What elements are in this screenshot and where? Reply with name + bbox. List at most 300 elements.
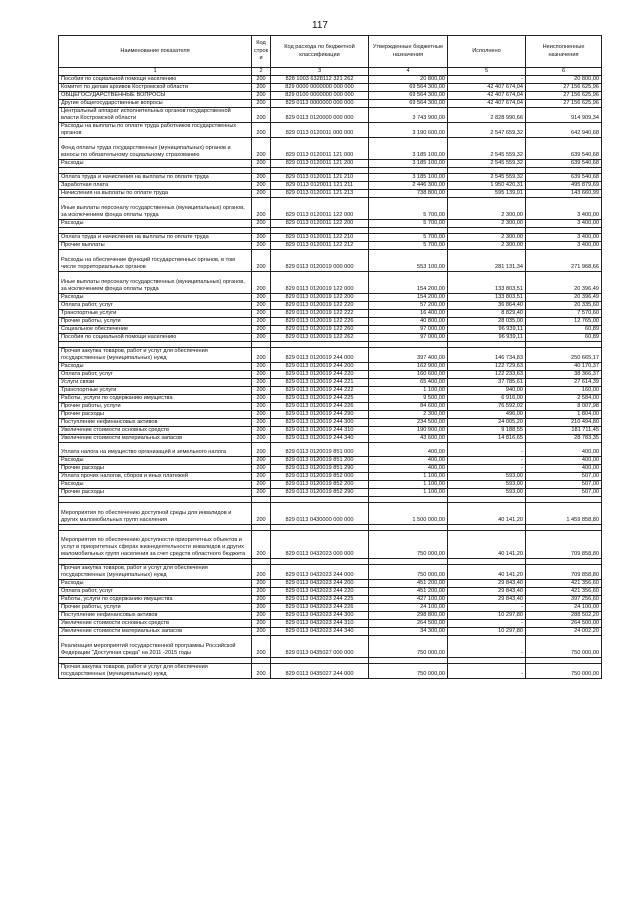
row-budget-code-cell: 829 0113 0120019 244 290: [271, 411, 369, 419]
row-line-code-cell: 200: [252, 387, 271, 395]
row-budget-code-cell: 828 1003 6328112 321 262: [271, 76, 369, 84]
row-executed-cell: 14 816,65: [448, 435, 526, 443]
row-executed-cell: -: [448, 664, 526, 679]
row-approved-cell: 298 800,00: [369, 612, 448, 620]
table-row: [59, 443, 602, 457]
row-name-cell: Социальное обеспечение: [59, 326, 252, 334]
row-budget-code-cell: 829 0113 0432023 244 300: [271, 612, 369, 620]
row-executed-cell: 593,00: [448, 481, 526, 489]
table-row: [59, 596, 602, 604]
row-unexecuted-cell: 160,00: [526, 387, 602, 395]
row-unexecuted-cell: 40 170,37: [526, 363, 602, 371]
table-row: [59, 419, 602, 427]
row-unexecuted-cell: 12 765,00: [526, 318, 602, 326]
header-name: Наименование показателя: [59, 36, 252, 68]
table-row: [59, 76, 602, 84]
row-name-cell: Прочие работы, услуги: [59, 403, 252, 411]
row-line-code-cell: 200: [252, 403, 271, 411]
row-budget-code-cell: 829 0113 0432023 244 200: [271, 580, 369, 588]
row-executed-cell: 76 592,02: [448, 403, 526, 411]
row-name-cell: Расходы: [59, 481, 252, 489]
row-executed-cell: 940,00: [448, 387, 526, 395]
row-executed-cell: 2 300,00: [448, 242, 526, 250]
row-line-code-cell: 200: [252, 427, 271, 435]
row-executed-cell: 1 950 420,31: [448, 182, 526, 190]
row-executed-cell: -: [448, 620, 526, 628]
row-unexecuted-cell: 271 968,66: [526, 250, 602, 272]
row-approved-cell: 750 000,00: [369, 636, 448, 658]
row-executed-cell: 10 297,80: [448, 628, 526, 636]
row-approved-cell: 65 400,00: [369, 379, 448, 387]
row-unexecuted-cell: 1 459 858,80: [526, 503, 602, 525]
row-budget-code-cell: 829 0113 0120011 121 213: [271, 190, 369, 198]
row-line-code-cell: 200: [252, 220, 271, 228]
row-executed-cell: 10 297,80: [448, 612, 526, 620]
header-budget-code: Код расхода по бюджетной классификации: [271, 36, 369, 68]
row-approved-cell: 234 500,00: [369, 419, 448, 427]
row-name-cell: Транспортные услуги: [59, 310, 252, 318]
table-row: [59, 182, 602, 190]
row-executed-cell: 133 803,51: [448, 294, 526, 302]
row-executed-cell: -: [448, 604, 526, 612]
row-unexecuted-cell: 2 584,00: [526, 395, 602, 403]
row-name-cell: Комитет по делам архивов Костромской области: [59, 84, 252, 92]
row-executed-cell: 595 139,01: [448, 190, 526, 198]
row-approved-cell: 427 100,00: [369, 596, 448, 604]
row-budget-code-cell: 829 0113 0120011 121 200: [271, 160, 369, 168]
table-header-row: [59, 36, 602, 68]
row-executed-cell: 29 843,40: [448, 588, 526, 596]
column-index-row: [59, 68, 602, 76]
row-name-cell: Увеличение стоимости материальных запасов: [59, 628, 252, 636]
row-budget-code-cell: 829 0113 0120019 244 221: [271, 379, 369, 387]
row-unexecuted-cell: 20 396,49: [526, 294, 602, 302]
row-name-cell: Прочие работы, услуги: [59, 604, 252, 612]
row-executed-cell: 42 407 674,04: [448, 92, 526, 100]
table-row: [59, 310, 602, 318]
row-name-cell: Оплата работ, услуг: [59, 302, 252, 310]
table-row: [59, 250, 602, 272]
row-executed-cell: -: [448, 76, 526, 84]
row-executed-cell: 40 141,20: [448, 531, 526, 559]
row-line-code-cell: 200: [252, 76, 271, 84]
row-approved-cell: 160 600,00: [369, 371, 448, 379]
row-line-code-cell: 200: [252, 465, 271, 473]
budget-execution-table: [58, 35, 602, 679]
table-row: [59, 489, 602, 497]
row-approved-cell: 264 500,00: [369, 620, 448, 628]
table-row: [59, 411, 602, 419]
row-approved-cell: 2 300,00: [369, 411, 448, 419]
table-row: [59, 435, 602, 443]
row-unexecuted-cell: 20 800,00: [526, 76, 602, 84]
row-approved-cell: 3 190 600,00: [369, 123, 448, 138]
row-unexecuted-cell: 288 502,20: [526, 612, 602, 620]
row-unexecuted-cell: 400,00: [526, 465, 602, 473]
table-row: [59, 294, 602, 302]
row-budget-code-cell: 829 0113 0432023 244 000: [271, 565, 369, 580]
row-approved-cell: 20 800,00: [369, 76, 448, 84]
row-name-cell: Увеличение стоимости основных средств: [59, 620, 252, 628]
row-approved-cell: 750 000,00: [369, 565, 448, 580]
row-name-cell: Расходы: [59, 160, 252, 168]
row-name-cell: Работы, услуги по содержанию имущества: [59, 596, 252, 604]
row-unexecuted-cell: 421 356,60: [526, 588, 602, 596]
row-unexecuted-cell: 20 335,60: [526, 302, 602, 310]
row-executed-cell: -: [448, 636, 526, 658]
row-line-code-cell: 200: [252, 100, 271, 108]
row-executed-cell: 2 545 559,32: [448, 174, 526, 182]
row-line-code-cell: 200: [252, 334, 271, 342]
table-row: [59, 481, 602, 489]
row-line-code-cell: 200: [252, 664, 271, 679]
row-budget-code-cell: 829 0113 0120019 852 200: [271, 481, 369, 489]
row-name-cell: Мероприятия по обеспечению доступности приоритетных объектов и услуг в приоритетных сферах жизнедеятельности инвалидов и других маломобильных групп населения за счет средств областного бюджета: [59, 531, 252, 559]
row-line-code-cell: 200: [252, 348, 271, 363]
row-name-cell: Поступление нефинансовых активов: [59, 419, 252, 427]
table-row: [59, 403, 602, 411]
row-executed-cell: 9 188,55: [448, 427, 526, 435]
row-budget-code-cell: 829 0113 0120019 244 310: [271, 427, 369, 435]
table-row: [59, 234, 602, 242]
row-line-code-cell: 200: [252, 588, 271, 596]
row-approved-cell: 5 700,00: [369, 198, 448, 220]
row-name-cell: Расходы: [59, 457, 252, 465]
row-line-code-cell: 200: [252, 379, 271, 387]
row-name-cell: Уплата налога на имущество организаций и земельного налога: [59, 443, 252, 457]
row-line-code-cell: 200: [252, 489, 271, 497]
column-index: 1: [59, 68, 252, 76]
row-executed-cell: -: [448, 443, 526, 457]
row-name-cell: Прочие расходы: [59, 489, 252, 497]
row-approved-cell: 57 200,00: [369, 302, 448, 310]
row-approved-cell: 738 800,00: [369, 190, 448, 198]
table-row: [59, 363, 602, 371]
table-row: [59, 580, 602, 588]
row-executed-cell: 6 916,00: [448, 395, 526, 403]
row-name-cell: Прочие работы, услуги: [59, 318, 252, 326]
row-line-code-cell: 200: [252, 234, 271, 242]
table-row: [59, 457, 602, 465]
row-unexecuted-cell: 750 000,00: [526, 636, 602, 658]
row-approved-cell: 750 000,00: [369, 531, 448, 559]
row-executed-cell: 2 545 559,32: [448, 160, 526, 168]
row-executed-cell: 146 734,83: [448, 348, 526, 363]
row-unexecuted-cell: 397 256,60: [526, 596, 602, 604]
table-row: [59, 92, 602, 100]
row-name-cell: Оплата работ, услуг: [59, 588, 252, 596]
row-unexecuted-cell: 400,00: [526, 457, 602, 465]
header-line-code: Код строк и: [252, 36, 271, 68]
row-line-code-cell: 200: [252, 190, 271, 198]
row-unexecuted-cell: 1 804,00: [526, 411, 602, 419]
row-budget-code-cell: 829 0113 0432023 244 220: [271, 588, 369, 596]
row-budget-code-cell: 829 0113 0120011 122 000: [271, 198, 369, 220]
row-line-code-cell: 200: [252, 580, 271, 588]
row-line-code-cell: 200: [252, 294, 271, 302]
row-line-code-cell: 200: [252, 565, 271, 580]
row-budget-code-cell: 829 0113 0120019 851 290: [271, 465, 369, 473]
row-line-code-cell: 200: [252, 310, 271, 318]
row-line-code-cell: 200: [252, 411, 271, 419]
row-approved-cell: 400,00: [369, 457, 448, 465]
row-unexecuted-cell: 27 156 625,96: [526, 100, 602, 108]
row-budget-code-cell: 829 0113 0120019 122 222: [271, 310, 369, 318]
table-row: [59, 123, 602, 138]
table-row: [59, 108, 602, 123]
row-line-code-cell: 200: [252, 604, 271, 612]
table-row: [59, 620, 602, 628]
row-approved-cell: 1 500 000,00: [369, 503, 448, 525]
row-budget-code-cell: 829 0113 0120019 244 200: [271, 363, 369, 371]
row-approved-cell: 3 185 100,00: [369, 138, 448, 160]
row-name-cell: Прочие расходы: [59, 411, 252, 419]
table-row: [59, 503, 602, 525]
row-approved-cell: 5 700,00: [369, 242, 448, 250]
row-unexecuted-cell: 3 400,00: [526, 242, 602, 250]
table-row: [59, 565, 602, 580]
table-row: [59, 190, 602, 198]
row-unexecuted-cell: 914 909,34: [526, 108, 602, 123]
table-row: [59, 604, 602, 612]
row-unexecuted-cell: 3 400,00: [526, 234, 602, 242]
row-budget-code-cell: 829 0113 0120019 122 200: [271, 294, 369, 302]
row-approved-cell: 162 900,00: [369, 363, 448, 371]
row-approved-cell: 1 100,00: [369, 473, 448, 481]
row-name-cell: Услуги связи: [59, 379, 252, 387]
row-unexecuted-cell: 27 156 625,96: [526, 84, 602, 92]
table-row: [59, 334, 602, 342]
row-approved-cell: 3 185 100,00: [369, 160, 448, 168]
row-approved-cell: 69 564 300,00: [369, 92, 448, 100]
row-line-code-cell: 200: [252, 531, 271, 559]
row-approved-cell: 97 000,00: [369, 326, 448, 334]
row-executed-cell: 28 035,00: [448, 318, 526, 326]
row-line-code-cell: 200: [252, 443, 271, 457]
row-budget-code-cell: 829 0113 0120019 244 226: [271, 403, 369, 411]
row-executed-cell: 8 829,40: [448, 310, 526, 318]
row-approved-cell: 69 564 300,00: [369, 84, 448, 92]
row-executed-cell: 36 864,40: [448, 302, 526, 310]
row-unexecuted-cell: 60,89: [526, 334, 602, 342]
row-executed-cell: 96 939,11: [448, 334, 526, 342]
row-name-cell: Оплата работ, услуг: [59, 371, 252, 379]
row-executed-cell: 40 141,20: [448, 503, 526, 525]
row-name-cell: ОБЩЕГОСУДАРСТВЕННЫЕ ВОПРОСЫ: [59, 92, 252, 100]
table-row: [59, 379, 602, 387]
table-row: [59, 198, 602, 220]
row-line-code-cell: 200: [252, 636, 271, 658]
row-budget-code-cell: 829 0113 0120011 122 200: [271, 220, 369, 228]
row-name-cell: Расходы: [59, 220, 252, 228]
row-executed-cell: -: [448, 465, 526, 473]
row-approved-cell: 397 400,00: [369, 348, 448, 363]
row-name-cell: Транспортные услуги: [59, 387, 252, 395]
row-executed-cell: 496,00: [448, 411, 526, 419]
row-budget-code-cell: 829 0113 0120019 244 220: [271, 371, 369, 379]
row-unexecuted-cell: 507,00: [526, 481, 602, 489]
row-name-cell: Прочие выплаты: [59, 242, 252, 250]
row-name-cell: Пособия по социальной помощи населению: [59, 334, 252, 342]
row-executed-cell: 2 828 990,66: [448, 108, 526, 123]
row-name-cell: Фонд оплаты труда государственных (муниципальных) органов и взносы по обязательному социальному страхованию: [59, 138, 252, 160]
row-approved-cell: 5 700,00: [369, 234, 448, 242]
row-approved-cell: 400,00: [369, 443, 448, 457]
row-approved-cell: 190 900,00: [369, 427, 448, 435]
row-budget-code-cell: 829 0113 0432023 244 225: [271, 596, 369, 604]
row-unexecuted-cell: 27 614,39: [526, 379, 602, 387]
row-approved-cell: 750 000,00: [369, 664, 448, 679]
row-line-code-cell: 200: [252, 371, 271, 379]
row-unexecuted-cell: 264 500,00: [526, 620, 602, 628]
row-unexecuted-cell: 24 002,20: [526, 628, 602, 636]
row-approved-cell: 451 200,00: [369, 580, 448, 588]
row-budget-code-cell: 829 0113 0120019 244 222: [271, 387, 369, 395]
row-name-cell: Начисления на выплаты по оплате труда: [59, 190, 252, 198]
row-executed-cell: 40 141,20: [448, 565, 526, 580]
row-unexecuted-cell: 639 540,68: [526, 138, 602, 160]
row-name-cell: Пособия по социальной помощи населению: [59, 76, 252, 84]
row-budget-code-cell: 829 0113 0120019 122 226: [271, 318, 369, 326]
row-unexecuted-cell: 507,00: [526, 473, 602, 481]
row-executed-cell: 37 785,61: [448, 379, 526, 387]
header-approved: Утвержденные бюджетные назначения: [369, 36, 448, 68]
row-approved-cell: 24 100,00: [369, 604, 448, 612]
row-line-code-cell: 200: [252, 123, 271, 138]
row-line-code-cell: 200: [252, 198, 271, 220]
row-name-cell: Другие общегосударственные вопросы: [59, 100, 252, 108]
row-line-code-cell: 200: [252, 272, 271, 294]
row-approved-cell: 553 100,00: [369, 250, 448, 272]
row-approved-cell: 2 446 300,00: [369, 182, 448, 190]
row-approved-cell: 1 100,00: [369, 481, 448, 489]
row-budget-code-cell: 829 0113 0120019 244 225: [271, 395, 369, 403]
row-approved-cell: 40 800,00: [369, 318, 448, 326]
header-executed: Исполнено: [448, 36, 526, 68]
row-unexecuted-cell: 250 665,17: [526, 348, 602, 363]
row-unexecuted-cell: 709 858,80: [526, 531, 602, 559]
row-executed-cell: 133 803,51: [448, 272, 526, 294]
column-index: 6: [526, 68, 602, 76]
table-row: [59, 664, 602, 679]
row-budget-code-cell: 829 0113 0120011 000 000: [271, 123, 369, 138]
table-row: [59, 588, 602, 596]
row-line-code-cell: 200: [252, 250, 271, 272]
row-line-code-cell: 200: [252, 108, 271, 123]
row-name-cell: Работы, услуги по содержанию имущества: [59, 395, 252, 403]
row-executed-cell: 2 545 559,32: [448, 138, 526, 160]
row-budget-code-cell: 829 0113 0120019 852 290: [271, 489, 369, 497]
row-unexecuted-cell: 38 366,37: [526, 371, 602, 379]
row-approved-cell: 154 200,00: [369, 272, 448, 294]
row-unexecuted-cell: 24 100,00: [526, 604, 602, 612]
row-line-code-cell: 200: [252, 182, 271, 190]
row-budget-code-cell: 829 0113 0120019 000 000: [271, 250, 369, 272]
table-row: [59, 84, 602, 92]
row-name-cell: Центральный аппарат исполнительных органов государственной власти Костромской области: [59, 108, 252, 123]
row-approved-cell: 5 700,00: [369, 220, 448, 228]
row-budget-code-cell: 829 0113 0120019 122 000: [271, 272, 369, 294]
row-budget-code-cell: 829 0113 0432023 244 340: [271, 628, 369, 636]
row-unexecuted-cell: 28 783,35: [526, 435, 602, 443]
header-unexecuted: Неисполненные назначения: [526, 36, 602, 68]
row-line-code-cell: 200: [252, 596, 271, 604]
row-name-cell: Расходы: [59, 363, 252, 371]
row-name-cell: Заработная плата: [59, 182, 252, 190]
row-executed-cell: 593,00: [448, 489, 526, 497]
row-executed-cell: 2 300,00: [448, 234, 526, 242]
row-budget-code-cell: 829 0113 0120011 121 211: [271, 182, 369, 190]
row-approved-cell: 1 100,00: [369, 489, 448, 497]
row-unexecuted-cell: 3 400,00: [526, 220, 602, 228]
row-budget-code-cell: 829 0113 0432023 244 310: [271, 620, 369, 628]
row-executed-cell: 2 300,00: [448, 198, 526, 220]
row-budget-code-cell: 829 0113 0120019 852 000: [271, 473, 369, 481]
row-executed-cell: 2 547 659,32: [448, 123, 526, 138]
row-name-cell: Расходы на обеспечение функций государственных органов, в том числе территориальных органов: [59, 250, 252, 272]
row-approved-cell: 3 743 900,00: [369, 108, 448, 123]
row-budget-code-cell: 829 0113 0120019 122 260: [271, 326, 369, 334]
row-executed-cell: 29 843,40: [448, 596, 526, 604]
row-name-cell: Оплата труда и начисления на выплаты по оплате труда: [59, 174, 252, 182]
row-unexecuted-cell: 421 356,60: [526, 580, 602, 588]
table-row: [59, 138, 602, 160]
row-unexecuted-cell: 642 940,68: [526, 123, 602, 138]
table-row: [59, 628, 602, 636]
row-executed-cell: 122 233,63: [448, 371, 526, 379]
row-line-code-cell: 200: [252, 92, 271, 100]
row-approved-cell: 154 200,00: [369, 294, 448, 302]
row-line-code-cell: 200: [252, 174, 271, 182]
row-approved-cell: 43 600,00: [369, 435, 448, 443]
row-name-cell: Мероприятия по обеспечению доступной среды для инвалидов и других маломобильных групп населения: [59, 503, 252, 525]
table-row: [59, 242, 602, 250]
row-executed-cell: 96 939,11: [448, 326, 526, 334]
row-line-code-cell: 200: [252, 503, 271, 525]
row-name-cell: Расходы: [59, 294, 252, 302]
row-name-cell: Расходы: [59, 580, 252, 588]
row-name-cell: Прочие расходы: [59, 465, 252, 473]
row-executed-cell: 122 729,63: [448, 363, 526, 371]
row-budget-code-cell: 829 0113 0000000 000 000: [271, 100, 369, 108]
table-row: [59, 465, 602, 473]
row-approved-cell: 16 400,00: [369, 310, 448, 318]
row-line-code-cell: 200: [252, 363, 271, 371]
row-unexecuted-cell: 8 007,98: [526, 403, 602, 411]
row-approved-cell: 9 500,00: [369, 395, 448, 403]
table-row: [59, 174, 602, 182]
row-executed-cell: 42 407 674,04: [448, 84, 526, 92]
table-row: [59, 302, 602, 310]
row-name-cell: Поступление нефинансовых активов: [59, 612, 252, 620]
table-row: [59, 348, 602, 363]
row-line-code-cell: 200: [252, 435, 271, 443]
page-number: 117: [312, 20, 328, 31]
row-executed-cell: 42 407 674,04: [448, 100, 526, 108]
row-budget-code-cell: 829 0113 0435027 000 000: [271, 636, 369, 658]
table-body: [59, 76, 602, 679]
row-executed-cell: 24 005,20: [448, 419, 526, 427]
row-unexecuted-cell: 639 540,68: [526, 160, 602, 168]
row-line-code-cell: 200: [252, 419, 271, 427]
row-line-code-cell: 200: [252, 326, 271, 334]
table-row: [59, 427, 602, 435]
row-name-cell: Прочая закупка товаров, работ и услуг для обеспечения государственных (муниципальных) нужд: [59, 348, 252, 363]
table-row: [59, 612, 602, 620]
row-line-code-cell: 200: [252, 84, 271, 92]
row-budget-code-cell: 829 0113 0120011 122 212: [271, 242, 369, 250]
row-budget-code-cell: 829 0100 0000000 000 000: [271, 92, 369, 100]
